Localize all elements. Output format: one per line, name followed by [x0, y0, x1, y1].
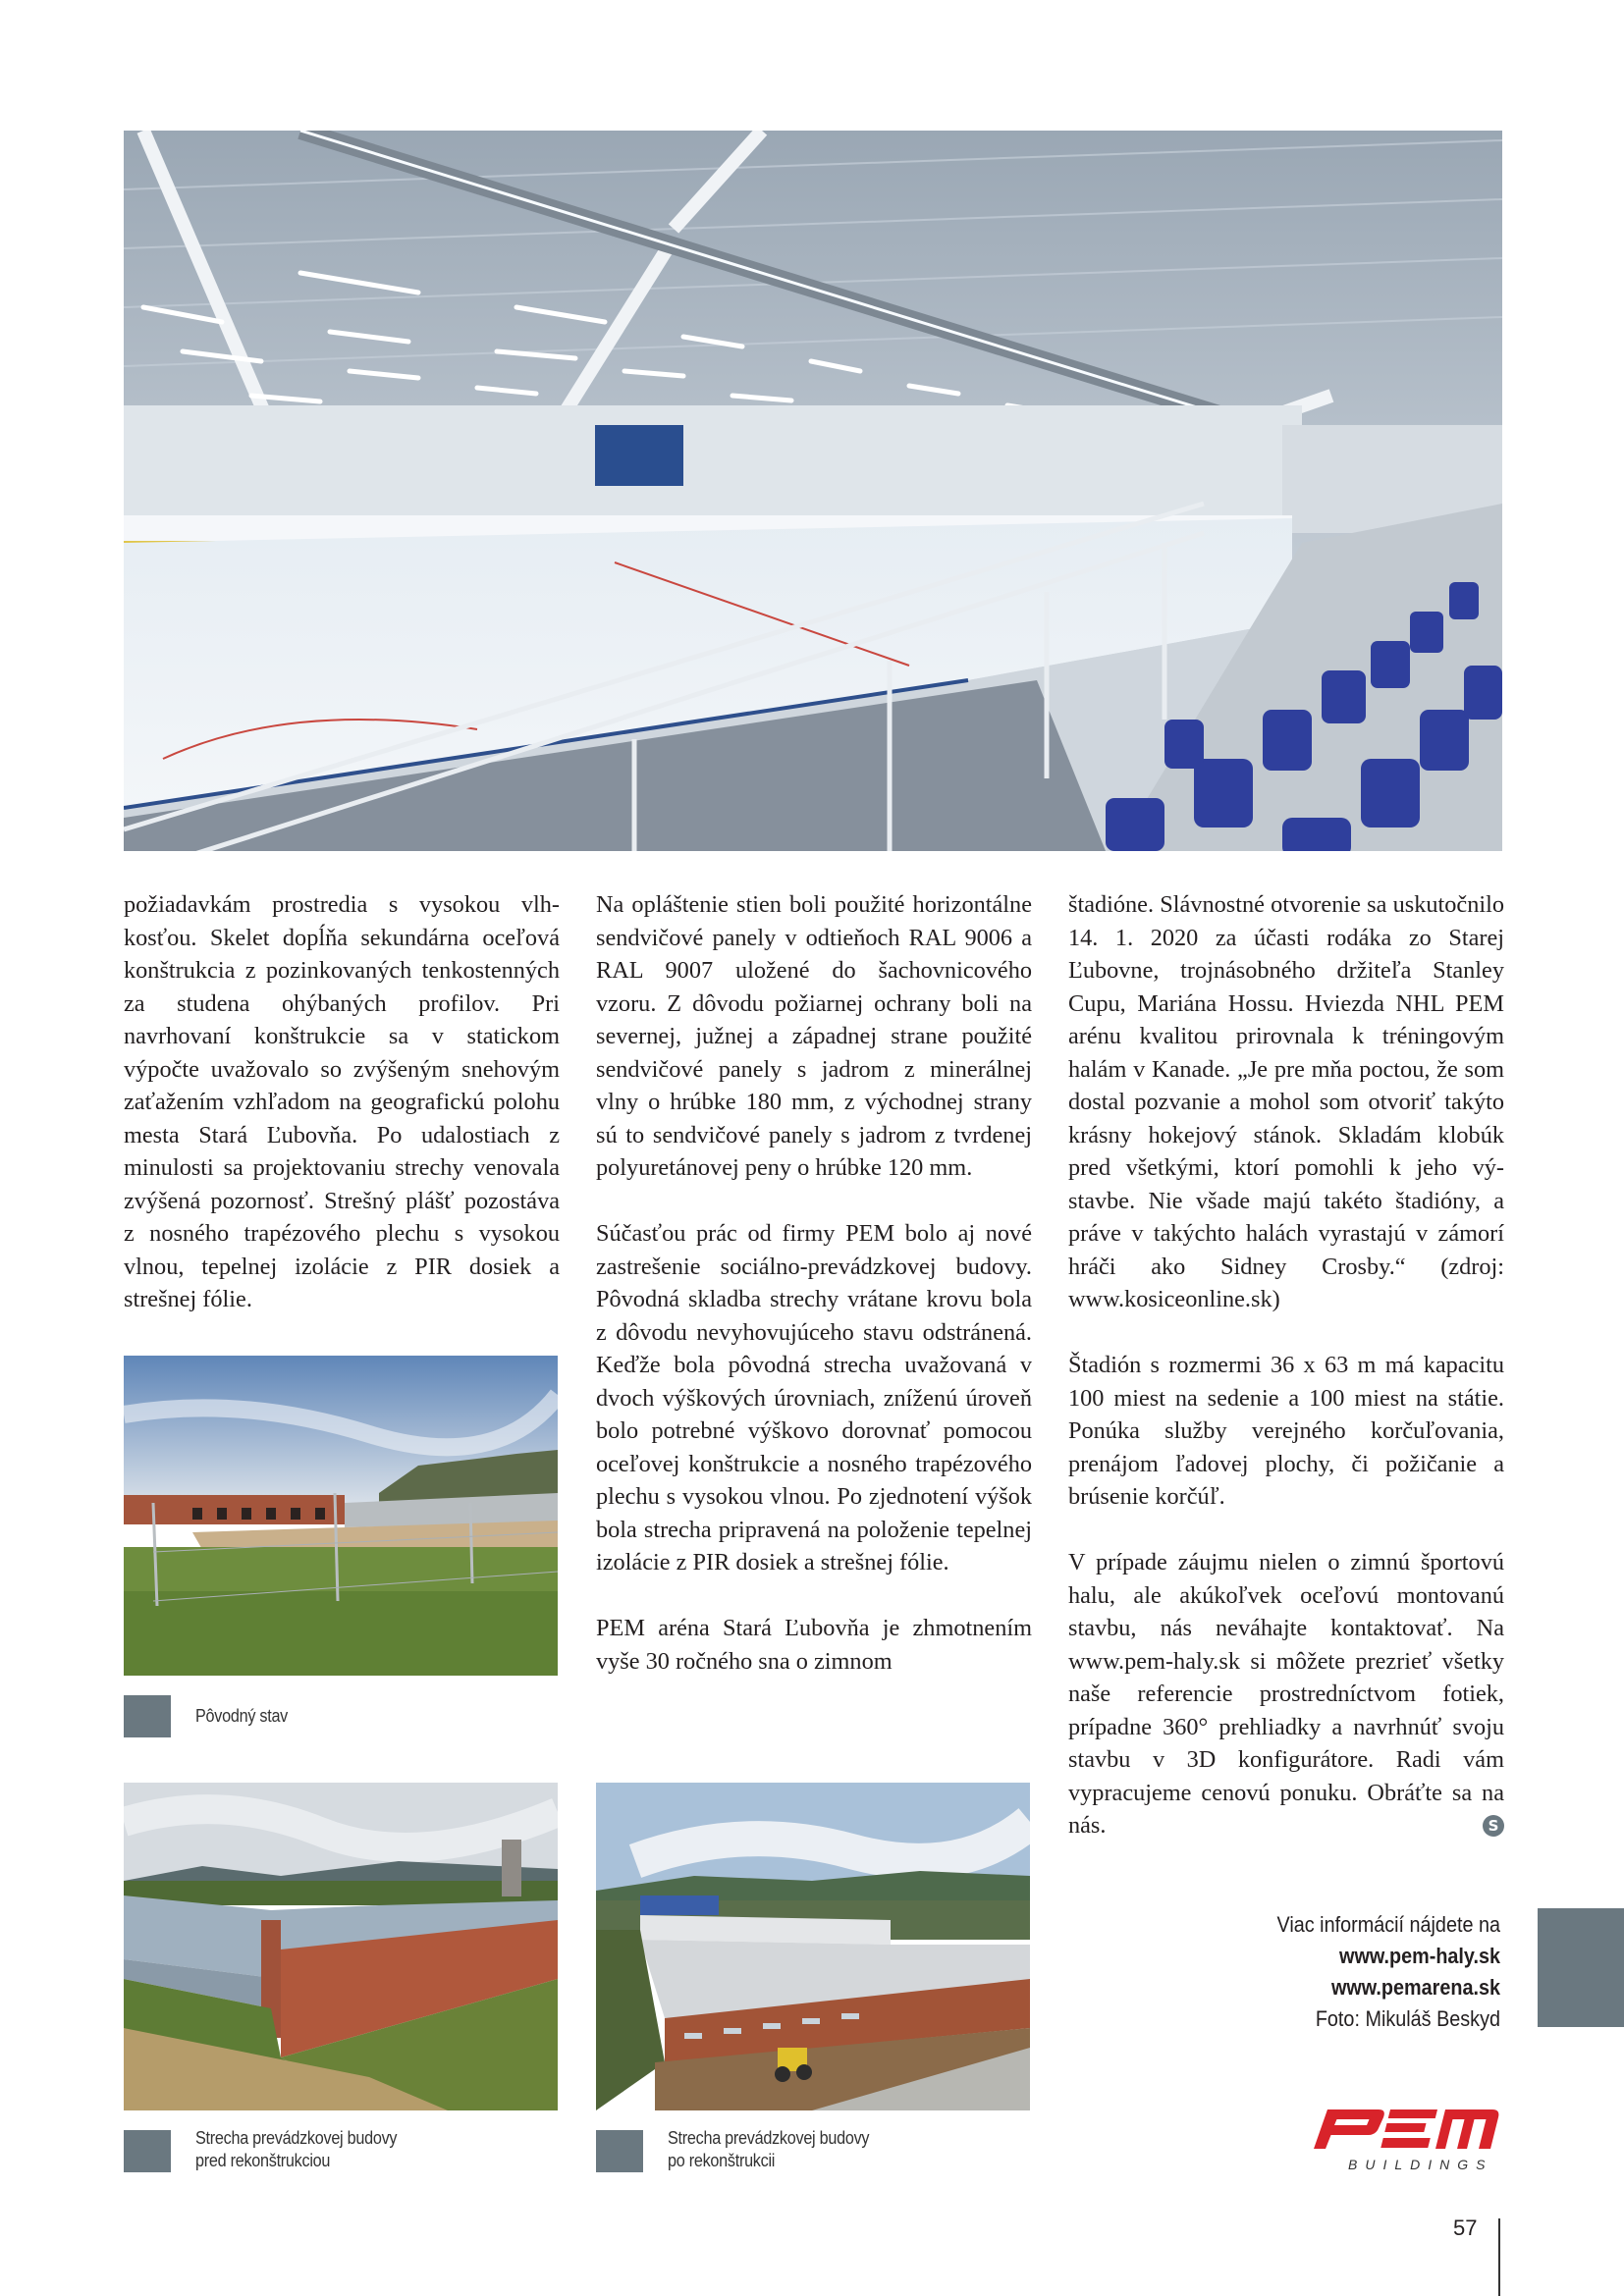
link-pem-haly[interactable]: www.pem-haly.sk	[1339, 1944, 1500, 1968]
article-column-3	[1068, 888, 1504, 1842]
caption-roof-after: Strecha prevádzkovej budovy po rekonštrukcii	[668, 2128, 870, 2170]
paragraph: V prípade záujmu nielen o zimnú športovú halu, ale akúkoľvek oceľovú montovanú stavbu, nás neváhajte kontaktovať. Na www.pem-haly.sk si môžete prezrieť všetky naše referencie prostredníctvom fotiek, prípadne 360° prehliadky a navrhnúť svoju stavbu v 3D konfigurátore. Radi vám vypracujeme cenovú ponuku. Obráťte sa na nás. S	[1068, 1549, 1504, 1839]
caption-marker	[124, 1695, 171, 1737]
paragraph: Na opláštenie stien boli použité horizontálne sendvičové panely v odtieňoch RAL 9006 a RAL 9007 uložené do šachovnicového vzoru. Z dôvodu požiarnej ochrany boli na severnej, južnej a západnej strane použité sendvičové panely s jadrom z minerálnej vlny o hrúbke 180 mm, z východnej strany sú to sendvičové panely s jadrom z tvrdenej polyuretánovej peny o hrúbke 120 mm.	[596, 891, 1032, 1181]
photo-credit: Foto: Mikuláš Beskyd	[1315, 2006, 1500, 2031]
paragraph: štadióne. Slávnostné otvorenie sa uskutočnilo 14. 1. 2020 za účasti rodáka zo Starej Ľubovne, trojnásobného držiteľa Stanley Cupu, Mariána Hossu. Hviezda NHL PEM arénu kvalitou prirovnala k tréningovým halám v Kanade. „Je pre mňa poctou, že som dostal pozvanie a mohol som otvoriť takýto krásny hokejový stánok. Skladám klobúk pred všetkými, ktorí pomohli k jeho výstavbe. Nie všade majú takéto štadióny, a práve v takýchto halách vyrastajú v zámorí hráči ako Sidney Crosby.“ (zdroj: www.kosiceonline.sk)	[1068, 891, 1504, 1312]
article-end-mark-icon: S	[1483, 1815, 1504, 1837]
pem-buildings-logo	[1311, 2106, 1507, 2184]
photo-original-state	[124, 1356, 558, 1676]
link-pemarena[interactable]: www.pemarena.sk	[1330, 1975, 1500, 2000]
hero-photo-ice-arena	[124, 131, 1502, 851]
info-intro: Viac informácií nájdete na	[1276, 1912, 1500, 1937]
caption-roof-before: Strecha prevádzkovej budovy pred rekonštrukciou	[195, 2128, 398, 2170]
pem-logo-subtitle: BUILDINGS	[1348, 2157, 1493, 2172]
paragraph: Súčasťou prác od firmy PEM bolo aj nové zastrešenie sociálno-prevádzkovej budovy. Pôvodná skladba strechy vrátane krovu bola z dôvodu nevyhovujúceho stavu odstránená. Keďže bola pôvodná strecha uvažovaná v dvoch výškových úrovniach, zníženú úroveň bolo potrebné výškovo dorovnať pomocou oceľovej konštrukcie a nosného trapézového plechu s vysokou vlnou. Po zjednotení výšok bola strecha pripravená na položenie tepelnej izolácie z PIR dosiek a strešnej fólie.	[596, 1220, 1032, 1575]
caption-marker	[596, 2130, 643, 2172]
article-column-2	[596, 888, 1032, 1678]
decorative-gray-block	[1538, 1908, 1624, 2027]
page-number-rule	[1498, 2218, 1500, 2296]
photo-roof-before-reconstruction	[124, 1783, 558, 2110]
pem-logo-mark	[1314, 2109, 1500, 2149]
article-column-1	[124, 888, 560, 1316]
more-info-box	[1182, 1909, 1500, 2035]
photo-roof-after-reconstruction	[596, 1783, 1030, 2110]
paragraph: PEM aréna Stará Ľubovňa je zhmotnením vyše 30 ročného sna o zimnom	[596, 1615, 1032, 1675]
caption-marker	[124, 2130, 171, 2172]
paragraph: požiadavkám prostredia s vysokou vlhkosťou. Skelet dopĺňa sekundárna oceľová konštrukcia z pozinkovaných tenkostenných za studena ohýbaných profilov. Pri navrhovaní konštrukcie sa v statickom výpočte uvažovalo so zvýšeným snehovým zaťažením vzhľadom na geografickú polohu mesta Stará Ľubovňa. Po udalostiach z minulosti sa projektovaniu strechy venovala zvýšená pozornosť. Strešný plášť pozostáva z nosného trapézového plechu s vysokou vlnou, tepelnej izolácie z PIR dosiek a strešnej fólie.	[124, 891, 560, 1312]
caption-original-state: Pôvodný stav	[195, 1706, 289, 1726]
paragraph: Štadión s rozmermi 36 x 63 m má kapacitu 100 miest na sedenie a 100 miest na státie. Ponúka služby verejného korčuľovania, prenájom ľadovej plochy, či požičanie a brúsenie korčúľ.	[1068, 1352, 1504, 1510]
page-number: 57	[1453, 2216, 1478, 2240]
